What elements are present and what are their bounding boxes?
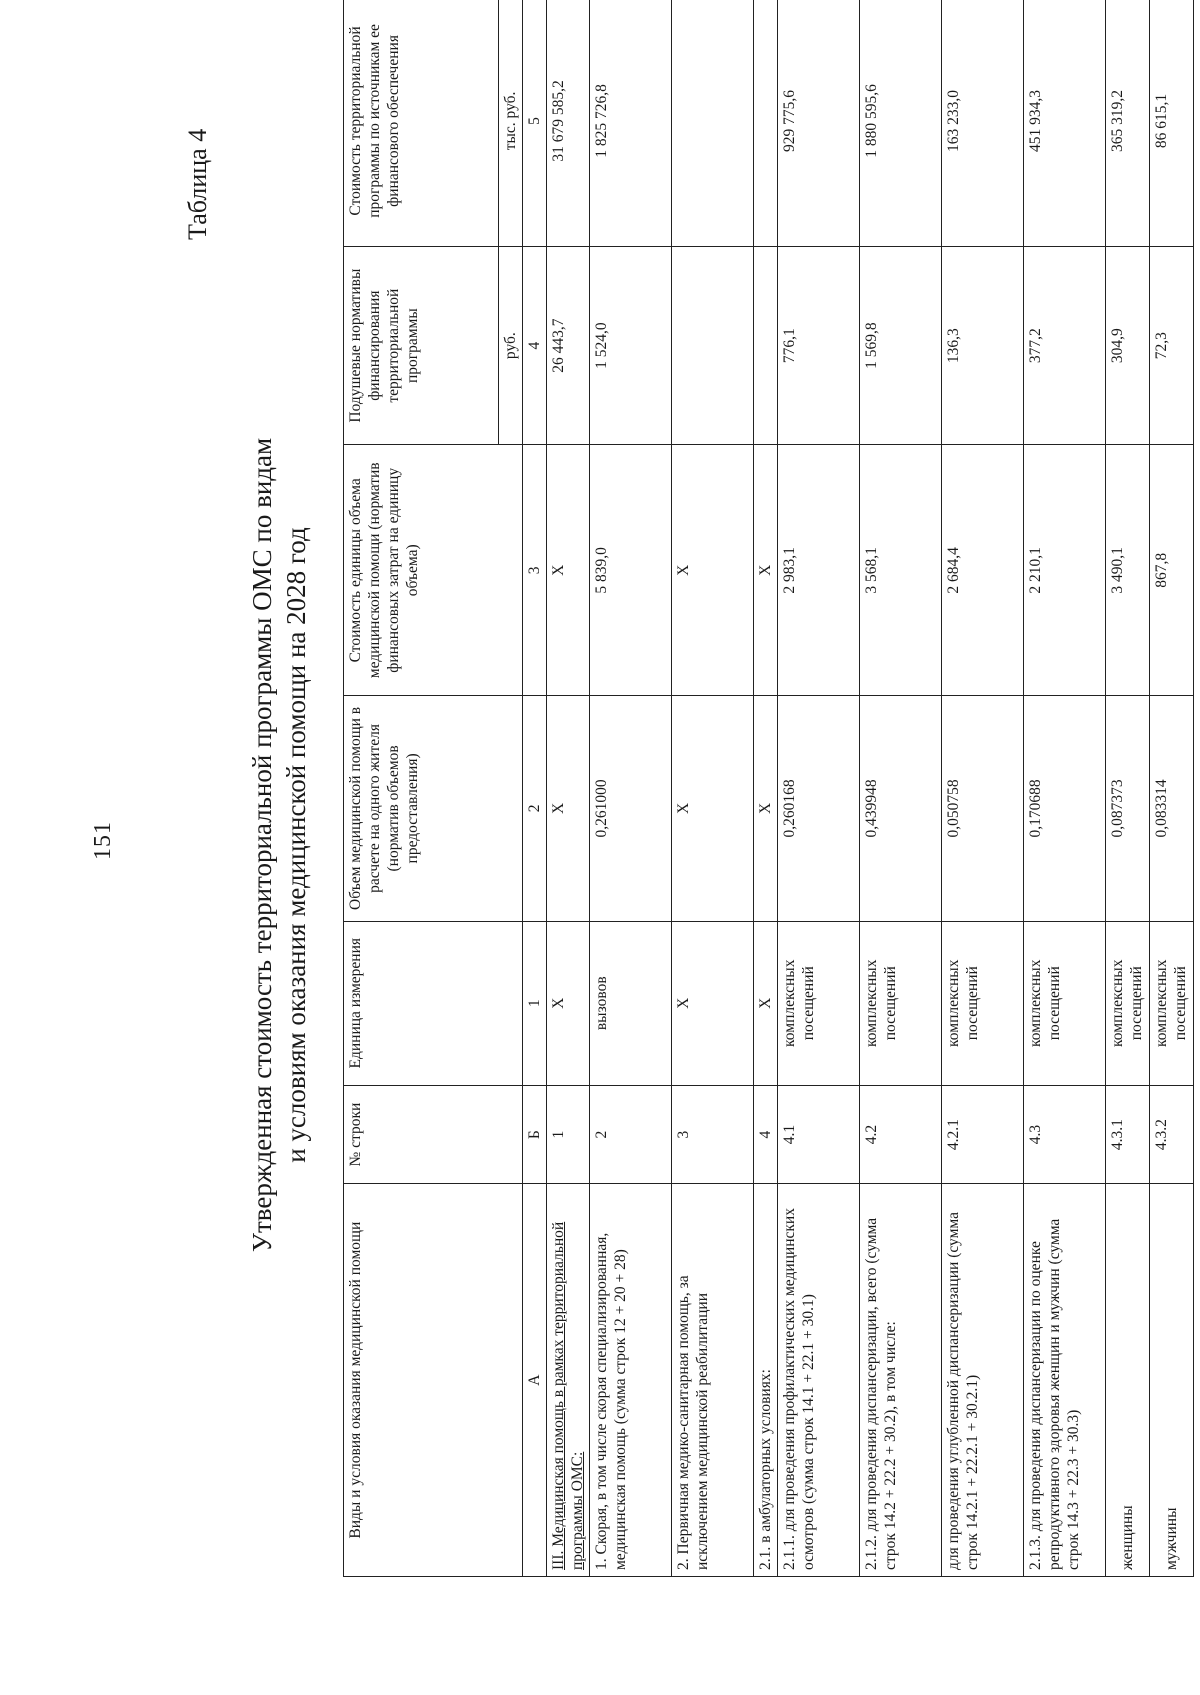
row-line: 4 xyxy=(754,1085,778,1184)
index-cell: А xyxy=(523,1184,547,1577)
row-line: 4.3 xyxy=(1024,1085,1106,1184)
row-per-capita: 1 524,0 xyxy=(590,246,672,445)
row-unit: комплексных посещений xyxy=(1024,921,1106,1085)
row-per-capita: 776,1 xyxy=(778,246,860,445)
row-unit-cost: 3 490,1 xyxy=(1106,445,1150,696)
row-total xyxy=(672,0,754,246)
row-name: 2.1.3. для проведения диспансеризации по оценке репродуктивного здоровья женщин и мужчин (сумма строк 14.3 + 22.3 + 30.3) xyxy=(1024,1184,1106,1577)
row-unit-cost: X xyxy=(754,445,778,696)
row-unit-cost: 3 568,1 xyxy=(860,445,942,696)
row-unit: комплексных посещений xyxy=(1106,921,1150,1085)
cost-table xyxy=(343,0,1194,1577)
row-volume: X xyxy=(672,696,754,921)
row-line: 1 xyxy=(547,1085,590,1184)
row-total: 1 825 726,8 xyxy=(590,0,672,246)
row-total: 1 880 595,6 xyxy=(860,0,942,246)
header-col-b: № строки xyxy=(344,1085,523,1184)
row-line: 4.1 xyxy=(778,1085,860,1184)
header-col-1: Единица измерения xyxy=(344,921,523,1085)
table-row xyxy=(942,0,1024,1577)
row-line: 4.2 xyxy=(860,1085,942,1184)
row-line: 4.2.1 xyxy=(942,1085,1024,1184)
row-name: для проведения углубленной диспансеризации (сумма строк 14.2.1 + 22.2.1 + 30.2.1) xyxy=(942,1184,1024,1577)
table-row xyxy=(778,0,860,1577)
header-col-a: Виды и условия оказания медицинской помощи xyxy=(344,1184,523,1577)
table-row xyxy=(1106,0,1150,1577)
title-line-1: Утвержденная стоимость территориальной программы ОМС по видам xyxy=(247,437,277,1253)
row-name: 2.1. в амбулаторных условиях: xyxy=(754,1184,778,1577)
row-total: 163 233,0 xyxy=(942,0,1024,246)
row-line: 4.3.1 xyxy=(1106,1085,1150,1184)
header-col-4-unit: руб. xyxy=(499,246,523,445)
row-name: 2.1.1. для проведения профилактических медицинских осмотров (сумма строк 14.1 + 22.1 + 30.1) xyxy=(778,1184,860,1577)
row-unit-cost: 867,8 xyxy=(1150,445,1194,696)
row-per-capita: 377,2 xyxy=(1024,246,1106,445)
row-name: III. Медицинская помощь в рамках территориальной программы ОМС: xyxy=(547,1184,590,1577)
column-index-row xyxy=(523,0,547,1577)
row-unit: комплексных посещений xyxy=(778,921,860,1085)
row-per-capita: 136,3 xyxy=(942,246,1024,445)
row-unit-cost: 2 210,1 xyxy=(1024,445,1106,696)
row-unit: комплексных посещений xyxy=(1150,921,1194,1085)
row-unit-cost: X xyxy=(672,445,754,696)
row-unit-cost: 2 684,4 xyxy=(942,445,1024,696)
row-total: 365 319,2 xyxy=(1106,0,1150,246)
index-cell: 5 xyxy=(523,0,547,246)
header-col-3: Стоимость единицы объема медицинской помощи (норматив финансовых затрат на единицу объема) xyxy=(344,445,523,696)
index-cell: 3 xyxy=(523,445,547,696)
row-line: 2 xyxy=(590,1085,672,1184)
row-per-capita: 1 569,8 xyxy=(860,246,942,445)
index-cell: 1 xyxy=(523,921,547,1085)
row-unit-cost: 2 983,1 xyxy=(778,445,860,696)
row-volume: 0,087373 xyxy=(1106,696,1150,921)
row-volume: 0,083314 xyxy=(1150,696,1194,921)
table-row xyxy=(1024,0,1106,1577)
row-name: мужчины xyxy=(1150,1184,1194,1577)
row-per-capita xyxy=(754,246,778,445)
header-col-5: Стоимость территориальной программы по источникам ее финансового обеспечения xyxy=(344,0,499,246)
row-per-capita: 72,3 xyxy=(1150,246,1194,445)
table-row xyxy=(860,0,942,1577)
row-total: 86 615,1 xyxy=(1150,0,1194,246)
row-per-capita xyxy=(672,246,754,445)
row-unit: комплексных посещений xyxy=(942,921,1024,1085)
header-col-5-unit: тыс. руб. xyxy=(499,0,523,246)
row-name: 2.1.2. для проведения диспансеризации, всего (сумма строк 14.2 + 22.2 + 30.2), в том числе: xyxy=(860,1184,942,1577)
row-volume: X xyxy=(754,696,778,921)
index-cell: 4 xyxy=(523,246,547,445)
index-cell: 2 xyxy=(523,696,547,921)
row-line: 4.3.2 xyxy=(1150,1085,1194,1184)
row-volume: 0,260168 xyxy=(778,696,860,921)
row-volume: 0,170688 xyxy=(1024,696,1106,921)
row-volume: X xyxy=(547,696,590,921)
row-unit: вызовов xyxy=(590,921,672,1085)
row-unit-cost: X xyxy=(547,445,590,696)
row-total xyxy=(754,0,778,246)
row-unit: X xyxy=(672,921,754,1085)
table-row xyxy=(590,0,672,1577)
title-line-2: и условиям оказания медицинской помощи на 2028 год xyxy=(281,527,311,1163)
row-volume: 0,050758 xyxy=(942,696,1024,921)
header-col-2: Объем медицинской помощи в расчете на одного жителя (норматив объемов предоставления) xyxy=(344,696,523,921)
row-volume: 0,439948 xyxy=(860,696,942,921)
row-unit: X xyxy=(754,921,778,1085)
row-total: 31 679 585,2 xyxy=(547,0,590,246)
index-cell: Б xyxy=(523,1085,547,1184)
table-row xyxy=(1150,0,1194,1577)
row-unit: X xyxy=(547,921,590,1085)
table-row xyxy=(547,0,590,1577)
row-per-capita: 304,9 xyxy=(1106,246,1150,445)
document-title xyxy=(245,200,313,1490)
page-number: 151 xyxy=(90,821,116,860)
table-label: Таблица 4 xyxy=(183,128,212,240)
row-unit: комплексных посещений xyxy=(860,921,942,1085)
header-col-4: Подушевые нормативы финансирования территориальной программы xyxy=(344,246,499,445)
row-total: 451 934,3 xyxy=(1024,0,1106,246)
table-row xyxy=(672,0,754,1577)
row-total: 929 775,6 xyxy=(778,0,860,246)
row-name: 2. Первичная медико-санитарная помощь, за исключением медицинской реабилитации xyxy=(672,1184,754,1577)
table-row xyxy=(754,0,778,1577)
row-unit-cost: 5 839,0 xyxy=(590,445,672,696)
row-line: 3 xyxy=(672,1085,754,1184)
row-name: женщины xyxy=(1106,1184,1150,1577)
row-volume: 0,261000 xyxy=(590,696,672,921)
row-name: 1. Скорая, в том числе скорая специализированная, медицинская помощь (сумма строк 12 + 20 + 28) xyxy=(590,1184,672,1577)
row-per-capita: 26 443,7 xyxy=(547,246,590,445)
